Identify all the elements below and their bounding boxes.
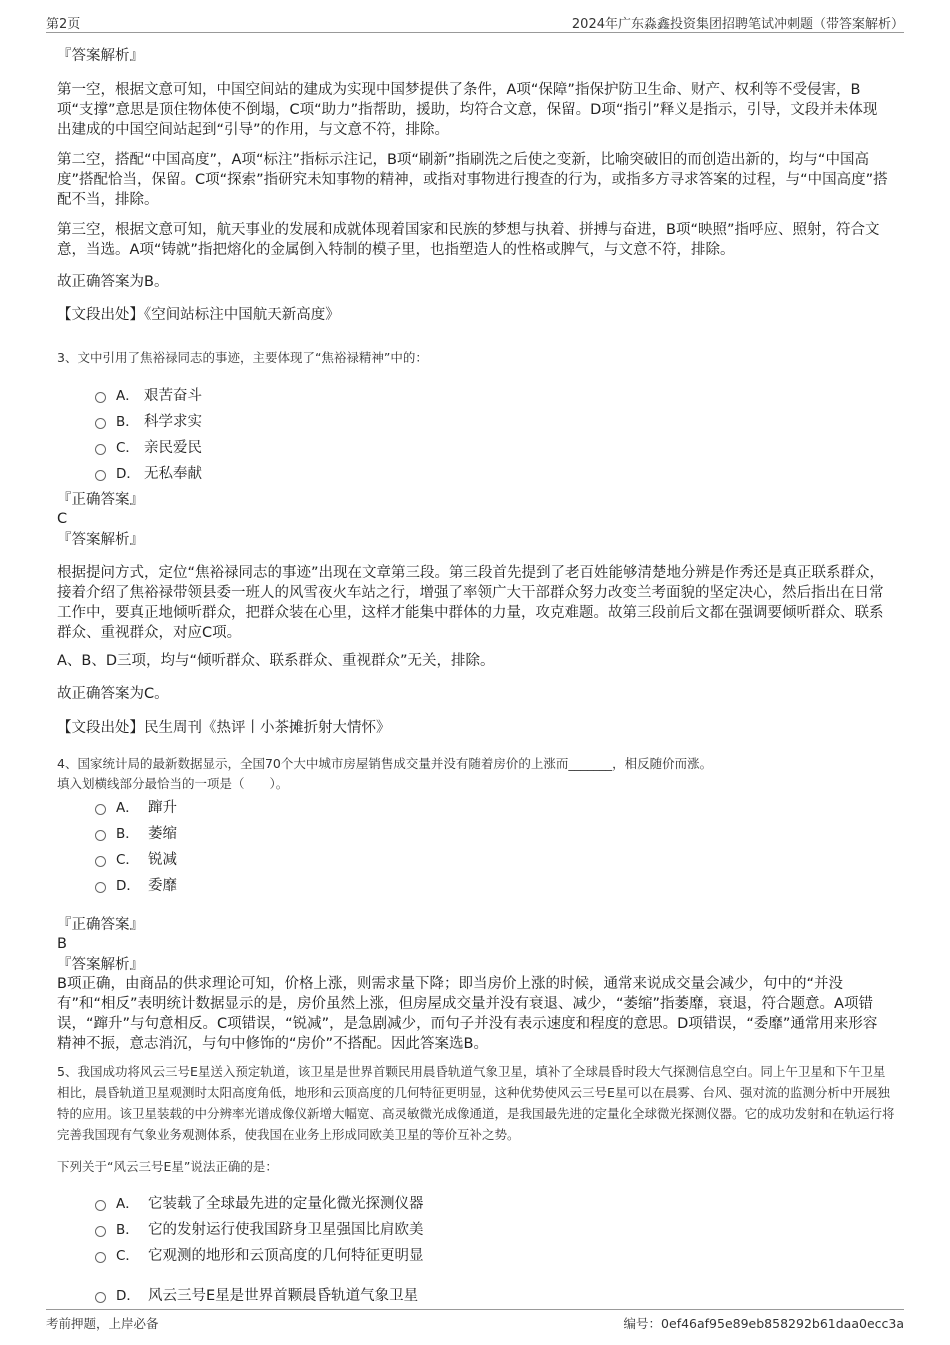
q2-analysis-para2: 第二空，搭配“中国高度”，A项“标注”指标示注记，B项“刷新”指刷洗之后使之变新，比喻突破旧的而创造出新的，均与“中国高度”搭配恰当，保留。C项“探索”指研究未知事物的精神，或指对事物进行搜查的行为，或指多方寻求答案的过程，与“中国高度”搭配不当，排除。 xyxy=(57,152,888,208)
footer-divider xyxy=(46,1309,904,1310)
q2-analysis-para3: 第三空，根据文意可知，航天事业的发展和成就体现着国家和民族的梦想与执着、拼搏与奋进，B项“映照”指呼应、照射，符合文意，当选。A项“铸就”指把熔化的金属倒入特制的模子里，也指塑造人的性格或脾气，与文意不符，排除。 xyxy=(57,222,880,258)
radio-button-icon[interactable] xyxy=(95,470,106,481)
q3-option-a[interactable]: A． 艰苦奋斗 xyxy=(95,383,202,405)
radio-button-icon[interactable] xyxy=(95,1292,106,1303)
radio-button-icon[interactable] xyxy=(95,804,106,815)
q3-option-b[interactable]: B． 科学求实 xyxy=(95,409,202,431)
q4-option-b[interactable]: B． 萎缩 xyxy=(95,821,177,843)
radio-button-icon[interactable] xyxy=(95,392,106,403)
q2-conclusion: 故正确答案为B。 xyxy=(57,274,169,290)
q3-analysis-para1: 根据提问方式，定位“焦裕禄同志的事迹”出现在文章第三段。第三段首先提到了老百姓能够清楚地分辨是作秀还是真正联系群众，接着介绍了焦裕禄带领县委一班人的风雪夜火车站之行，增强了率领广大干部群众努力改变兰考面貌的坚定决心，然后指出在日常工作中，要真正地倾听群众，把群众装在心里，这样才能集中群体的力量，攻克难题。故第三段前后文都在强调要倾听群众、联系群众、重视群众，对应C项。 xyxy=(57,565,885,641)
header-divider xyxy=(46,32,904,33)
q5-option-b[interactable]: B． 它的发射运行使我国跻身卫星强国比肩欧美 xyxy=(95,1217,424,1239)
q2-source: 【文段出处】《空间站标注中国航天新高度》 xyxy=(57,307,340,323)
q3-source: 【文段出处】民生周刊《热评丨小茶摊折射大情怀》 xyxy=(57,720,391,736)
q4-analysis: B项正确，由商品的供求理论可知，价格上涨，则需求量下降；即当房价上涨的时候，通常来说成交量会减少，句中的“并没有”和“相反”表明统计数据显示的是，房价虽然上涨，但房屋成交量并没有衰退、减少，“萎缩”指萎靡，衰退，符合题意。A项错误，“蹿升”与句意相反。C项错误，“锐减”，是急剧减少，而句子并没有表示速度和程度的意思。D项错误，“委靡”通常用来形容精神不振，意志消沉，与句中修饰的“房价”不搭配。因此答案选B。 xyxy=(57,976,878,1052)
q4-option-a[interactable]: A． 蹿升 xyxy=(95,795,177,817)
q5-option-a[interactable]: A． 它装载了全球最先进的定量化微光探测仪器 xyxy=(95,1191,424,1213)
page-number: 第2页 xyxy=(46,17,81,32)
q3-question: 3、文中引用了焦裕禄同志的事迹，主要体现了“焦裕禄精神”中的： xyxy=(57,350,428,365)
radio-button-icon[interactable] xyxy=(95,418,106,429)
q4-question-line2: 填入划横线部分最恰当的一项是（ ）。 xyxy=(57,776,289,791)
radio-button-icon[interactable] xyxy=(95,1226,106,1237)
q3-answer-tag: 『正确答案』 xyxy=(57,492,144,508)
radio-button-icon[interactable] xyxy=(95,444,106,455)
q3-option-c[interactable]: C． 亲民爱民 xyxy=(95,435,202,457)
q2-analysis-tag: 『答案解析』 xyxy=(57,48,144,64)
q5-option-d[interactable]: D． 风云三号E星是世界首颗晨昏轨道气象卫星 xyxy=(95,1283,418,1305)
radio-button-icon[interactable] xyxy=(95,856,106,867)
q5-option-c[interactable]: C． 它观测的地形和云顶高度的几何特征更明显 xyxy=(95,1243,424,1265)
radio-button-icon[interactable] xyxy=(95,1200,106,1211)
q3-conclusion: 故正确答案为C。 xyxy=(57,686,169,702)
radio-button-icon[interactable] xyxy=(95,830,106,841)
q4-option-c[interactable]: C． 锐减 xyxy=(95,847,177,869)
q2-analysis-para1: 第一空，根据文意可知，中国空间站的建成为实现中国梦提供了条件，A项“保障”指保护防卫生命、财产、权利等不受侵害，B项“支撑”意思是顶住物体使不倒塌，C项“助力”指帮助，援助，均符合文意，保留。D项“指引”释义是指示，引导，文段并未体现出建成的中国空间站起到“引导”的作用，与文意不符，排除。 xyxy=(57,82,878,138)
radio-button-icon[interactable] xyxy=(95,882,106,893)
q5-question: 下列关于“风云三号E星”说法正确的是： xyxy=(57,1159,278,1174)
q4-analysis-tag: 『答案解析』 xyxy=(57,957,144,973)
q3-analysis-tag: 『答案解析』 xyxy=(57,532,144,548)
q5-passage: 5、我国成功将风云三号E星送入预定轨道，该卫星是世界首颗民用晨昏轨道气象卫星，填补了全球晨昏时段大气探测信息空白。同上午卫星和下午卫星相比，晨昏轨道卫星观测时太阳高度角低，地形和云顶高度的几何特征更明显，这种优势使风云三号E星可以在晨雾、台风、强对流的监测分析中开展独特的应用。该卫星装载的中分辨率光谱成像仪新增大幅宽、高灵敏微光成像通道，是我国最先进的定量化全球微光探测仪器。它的成功发射和在轨运行将完善我国现有气象业务观测体系，使我国在业务上形成同欧美卫星的等价互补之势。 xyxy=(57,1064,895,1142)
document-code: 编号：0ef46af95e89eb858292b61daa0ecc3a xyxy=(623,1316,904,1331)
q4-option-d[interactable]: D． 委靡 xyxy=(95,873,177,895)
q3-option-d[interactable]: D． 无私奉献 xyxy=(95,461,202,483)
page-header xyxy=(0,0,950,34)
footer-slogan: 考前押题，上岸必备 xyxy=(46,1316,159,1331)
radio-button-icon[interactable] xyxy=(95,1252,106,1263)
q4-question-line1: 4、国家统计局的最新数据显示，全国70个大中城市房屋销售成交量并没有随着房价的上涨而_______，相反随价而涨。 xyxy=(57,756,713,771)
q4-answer: B xyxy=(57,936,67,952)
q3-analysis-para2: A、B、D三项，均与“倾听群众、联系群众、重视群众”无关，排除。 xyxy=(57,653,495,669)
q3-answer: C xyxy=(57,511,68,527)
q4-answer-tag: 『正确答案』 xyxy=(57,917,144,933)
document-title: 2024年广东淼鑫投资集团招聘笔试冲刺题（带答案解析） xyxy=(571,17,904,32)
